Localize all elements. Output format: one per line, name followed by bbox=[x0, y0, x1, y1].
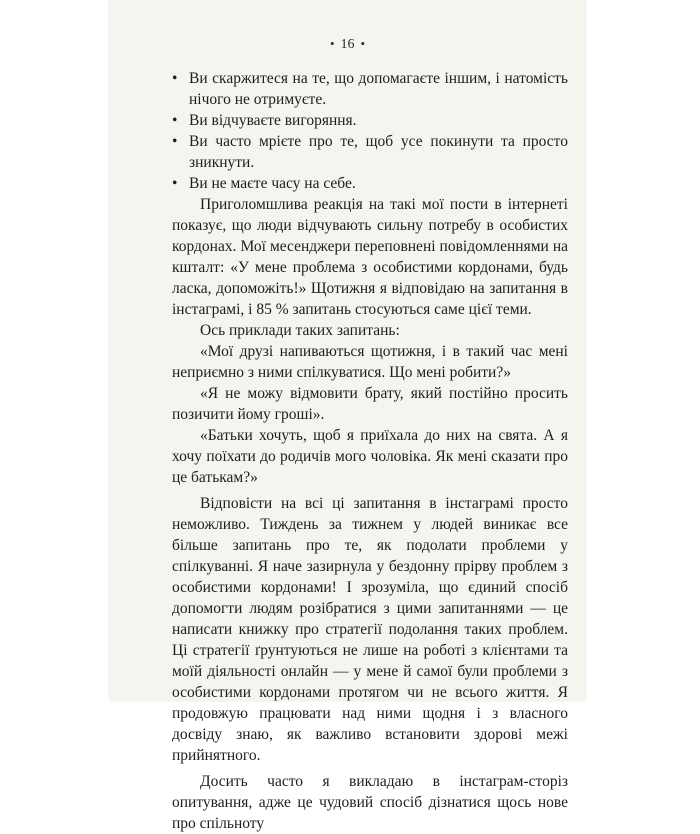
page-number-value: 16 bbox=[340, 37, 355, 52]
quote: «Батьки хочуть, щоб я приїхала до них на свята. А я хочу поїхати до родичів мого чоловіка. Як мені сказати про це батькам?» bbox=[172, 427, 568, 486]
page-text bbox=[172, 68, 568, 834]
bullet-item: • Ви скаржитеся на те, що допомагаєте іншим, і натомість нічого не отримуєте. bbox=[172, 68, 568, 110]
paragraph: Приголомшлива реакція на такі мої пости в інтернеті показує, що люди відчувають сильну потребу в особистих кордонах. Мої месенджери переповнені повідомленнями на кшталт: «У мене проблема з особистими кордонами, будь ласка, допоможіть!» Щотижня я відповідаю на запитання в інстаграмі, і 85 % запитань стосуються саме цієї теми. bbox=[172, 196, 568, 318]
bullet-item: • Ви не маєте часу на себе. bbox=[172, 173, 568, 194]
page-number-dot-left: • bbox=[329, 36, 335, 51]
paragraph: Відповісти на всі ці запитання в інстаграмі просто неможливо. Тиждень за тижнем у людей виникає все більше запитань про те, як подолати проблеми у спілкуванні. Я наче зазирнула у бездонну прірву проблем з особистими кордонами! І зрозуміла, що єдиний спосіб допомогти людям розібратися з цими запитаннями — це написати книжку про стратегії подолання таких проблем. Ці стратегії ґрунтуються не лише на роботі з клієнтами та моїй діяльності онлайн — у мене й самої були проблеми з особистими кордонами протягом чи не всього життя. Я продовжую працювати над ними щодня і з власного досвіду знаю, як важливо встановити здорові межі прийнятного. bbox=[172, 495, 568, 764]
bullet-item: • Ви часто мрієте про те, щоб усе покинути та просто зникнути. bbox=[172, 131, 568, 173]
book-page bbox=[110, 0, 585, 832]
paragraph: Досить часто я викладаю в інстаграм-сторіз опитування, адже це чудовий спосіб дізнатися щось нове про спільноту bbox=[172, 773, 568, 832]
page-number-dot-right: • bbox=[360, 36, 366, 51]
bullet-item: • Ви відчуваєте вигоряння. bbox=[172, 110, 568, 131]
page-number bbox=[110, 36, 585, 53]
paragraph: Ось приклади таких запитань: bbox=[200, 322, 400, 339]
quote: «Мої друзі напиваються щотижня, і в такий час мені неприємно з ними спілкуватися. Що мені робити?» bbox=[172, 343, 568, 381]
quote: «Я не можу відмовити брату, який постійно просить позичити йому гроші». bbox=[172, 385, 568, 423]
